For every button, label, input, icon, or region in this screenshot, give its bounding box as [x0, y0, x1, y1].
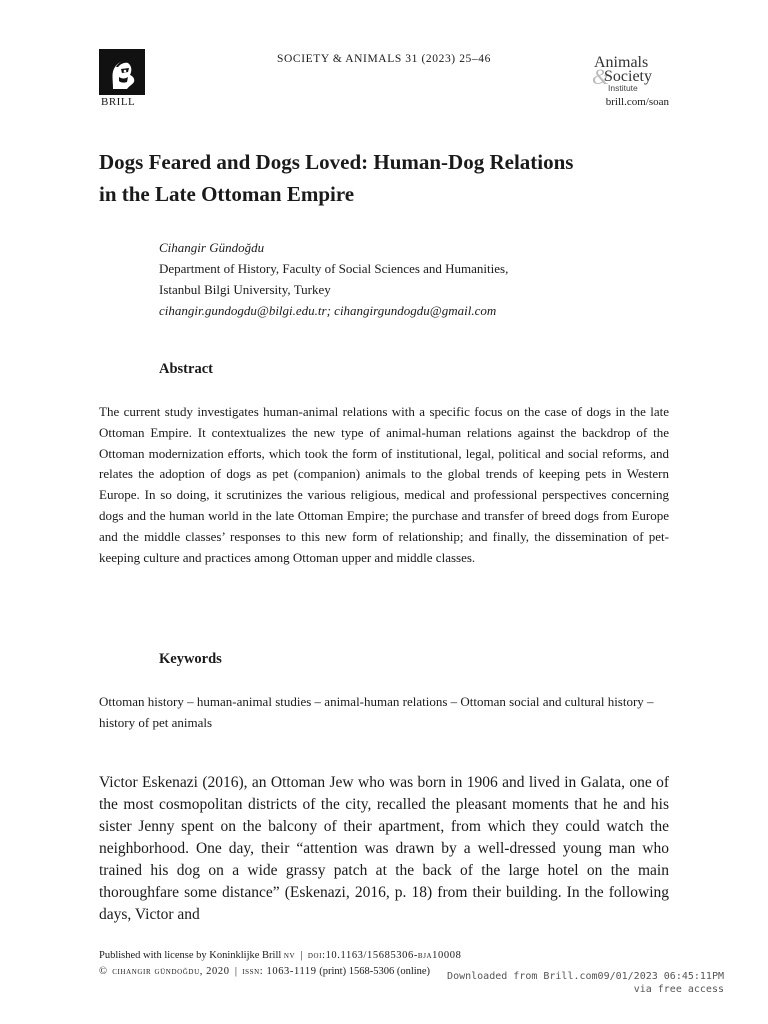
license-text: Published with license by Koninklijke Brill — [99, 950, 282, 961]
copyright-symbol: © — [99, 966, 107, 977]
issn-label: issn: 1063-1119 — [242, 966, 317, 977]
download-watermark-line1: Downloaded from Brill.com09/01/2023 06:45:11PM — [447, 971, 724, 982]
footer-separator: | — [300, 950, 303, 961]
article-title — [99, 146, 679, 210]
affiliation-line-2: Istanbul Bilgi University, Turkey — [159, 282, 331, 297]
animals-society-institute-logo-icon — [590, 52, 670, 94]
keywords-heading: Keywords — [159, 651, 222, 667]
copyright-holder: cihangir gündoğdu, 2020 — [112, 966, 230, 977]
license-line — [99, 950, 461, 961]
abstract-heading: Abstract — [159, 361, 213, 377]
footer-separator: | — [234, 966, 237, 977]
license-nv: nv — [283, 950, 296, 961]
title-line-1: Dogs Feared and Dogs Loved: Human-Dog Relations — [99, 150, 574, 174]
abstract-text: The current study investigates human-animal relations with a specific focus on the case of dogs in the late Ottoman Empire. It contextualizes the new type of animal-human relations against the backdrop of the Ottoman modernization efforts, which took the form of institutional, legal, political and social reforms, and relates the adoption of dogs as pet (companion) animals to the global trends of keeping pets in Western Europe. In so doing, it scrutinizes the various religious, medical and professional perspectives concerning dogs and the human world in the late Ottoman Empire; the purchase and transfer of breed dogs from Europe and the middle classes’ responses to this new form of relationship; and finally, the dissemination of pet-keeping culture and practices among Ottoman upper and middle classes. — [99, 404, 669, 565]
journal-url[interactable]: brill.com/soan — [605, 96, 669, 108]
doi-link[interactable]: doi:10.1163/15685306-bja10008 — [307, 950, 462, 961]
author-block — [159, 237, 679, 321]
ampersand-mark: & — [592, 64, 610, 89]
copyright-line — [99, 966, 430, 977]
title-line-2: in the Late Ottoman Empire — [99, 182, 355, 206]
issn-detail: (print) 1568-5306 (online) — [319, 966, 431, 977]
keywords-text: Ottoman history – human-animal studies – animal-human relations – Ottoman social and cultural history – history of pet animals — [99, 694, 654, 730]
journal-citation: SOCIETY & ANIMALS 31 (2023) 25–46 — [277, 53, 491, 65]
as-logo-line1: Animals — [594, 54, 649, 71]
author-name: Cihangir Gündoğdu — [159, 240, 265, 255]
affiliation-line-1: Department of History, Faculty of Social Sciences and Humanities, — [159, 261, 509, 276]
as-logo-line3: Institute — [608, 83, 638, 93]
publisher-name: BRILL — [101, 96, 136, 108]
as-logo-line2: Society — [604, 68, 652, 85]
author-emails[interactable]: cihangir.gundogdu@bilgi.edu.tr; cihangirgundogdu@gmail.com — [159, 303, 497, 318]
body-paragraph: Victor Eskenazi (2016), an Ottoman Jew who was born in 1906 and lived in Galata, one of the most cosmopolitan districts of the city, recalled the pleasant moments that he and his sister Jenny spent on the balcony of their apartment, from which they could watch the neighborhood. One day, their “attention was drawn by a well-dressed young man who trained his dog on a wide grassy patch at the back of the large hotel on the main thoroughfare some distance” (Eskenazi, 2016, p. 18) from their building. In the following days, Victor and — [99, 774, 669, 923]
download-watermark-line2: via free access — [633, 984, 724, 995]
